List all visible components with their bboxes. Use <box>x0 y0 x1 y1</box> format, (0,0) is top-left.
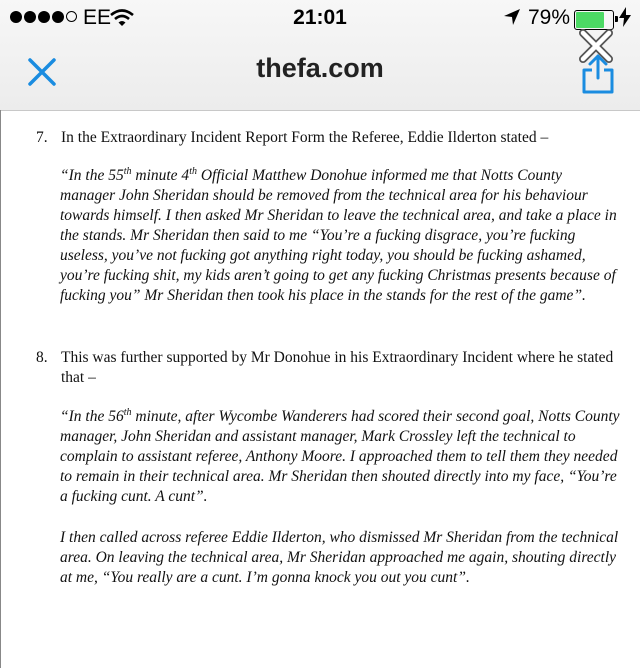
numbered-item-7 <box>36 128 616 148</box>
item-number: 7. <box>36 129 48 146</box>
clock: 21:01 <box>293 6 347 29</box>
top-bar <box>0 0 640 111</box>
numbered-item-8 <box>36 348 616 388</box>
location-arrow-icon <box>503 8 521 32</box>
browser-navbar <box>0 40 640 104</box>
page-title: thefa.com <box>256 53 384 83</box>
quote-fourth-official-continued: I then called across referee Eddie Ilderton, who dismissed Mr Sheridan from the technical area. On leaving the technical area, Mr Sheridan approached me again, shouting directly at me, “You really are a cunt. I’m gonna knock you out you cunt”. <box>60 529 619 586</box>
carrier-name: EE <box>83 6 112 29</box>
battery-icon <box>574 10 614 30</box>
quote-referee: “In the 55th minute 4th Official Matthew Donohue informed me that Notts County manager John Sheridan should be removed from the technical area for his behaviour towards himself. I then asked Mr Sheridan to leave the technical area, and take a place in the stands. Mr Sheridan then said to me “You’re a fucking disgrace, you’re fucking useless, you’ve not fucking got anything right today, you should be fucking ashamed, you’re fucking shit, my kids aren’t going to get any fucking Christmas presents because of fucking you” Mr Sheridan then took his place in the stands for the rest of the game”. <box>60 166 617 304</box>
item-number: 8. <box>36 349 48 366</box>
battery-percentage: 79% <box>528 6 571 29</box>
battery-level-fill <box>576 12 604 28</box>
charging-bolt-icon <box>619 7 631 33</box>
document-content <box>0 111 640 668</box>
quote-fourth-official: “In the 56th minute, after Wycombe Wanderers had scored their second goal, Notts County manager, John Sheridan and assistant manager, Mark Crossley left the technical to complain to assistant referee, Anthony Moore. I approached them to tell them they needed to remain in their technical area. Mr Sheridan then shouted directly into my face, “You’re a fucking cunt. A cunt”. <box>60 407 620 505</box>
item-text: In the Extraordinary Incident Report Form the Referee, Eddie Ilderton stated – <box>61 129 549 146</box>
dismiss-overlay-button[interactable] <box>578 28 614 64</box>
close-icon <box>578 28 614 64</box>
status-bar <box>0 0 640 36</box>
item-text: This was further supported by Mr Donohue in his Extraordinary Incident where he stated that – <box>61 349 614 386</box>
